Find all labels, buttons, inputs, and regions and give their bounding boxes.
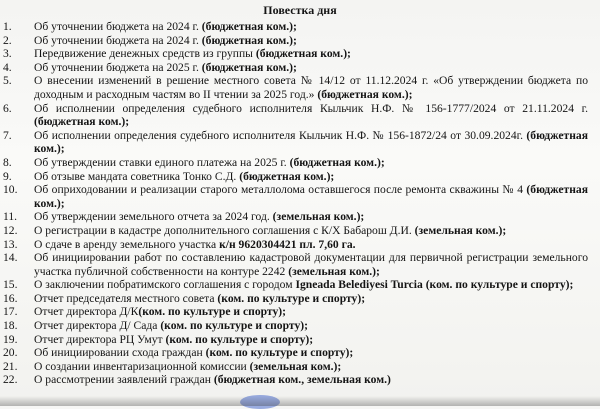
item-text: Передвижение денежных средств из группы: [34, 47, 253, 61]
agenda-item: [0, 333, 600, 347]
agenda-item: [0, 34, 600, 48]
item-number: 12.: [3, 223, 18, 237]
item-committee: (земельная ком.);: [269, 210, 365, 224]
item-text: О регистрации в кадастре дополнительного соглашения с К/Х Бабарош Д.И.: [34, 223, 412, 237]
item-committee: (бюджетная ком.);: [34, 128, 588, 156]
agenda-item: [0, 102, 600, 129]
item-number: 21.: [3, 359, 18, 373]
agenda-item: [0, 210, 600, 224]
item-number: 5.: [3, 74, 12, 88]
agenda-item: [0, 360, 600, 374]
item-committee: (ком. по культуре и спорту);: [157, 319, 308, 333]
agenda-item: [0, 373, 600, 387]
item-text: Об утверждении земельного отчета за 2024 год.: [34, 210, 270, 224]
item-text: О рассмотрении заявлений граждан: [34, 373, 211, 387]
item-text: О сдаче в аренду земельного участка: [34, 237, 217, 251]
item-number: 9.: [3, 169, 12, 183]
item-number: 22.: [3, 373, 18, 387]
agenda-item: [0, 251, 600, 278]
item-committee: (бюджетная ком.);: [34, 115, 130, 129]
item-text: О заключении побратимского соглашения с городом: [34, 278, 293, 292]
item-committee: к/н 9620304421 пл. 7,60 га.: [216, 237, 356, 251]
item-text: Об исполнении определения судебного исполнителя Кыльчик Н.Ф. № 156-1872/24 от 30.09.2024г.: [34, 128, 523, 142]
agenda-item: [0, 156, 600, 170]
item-number: 20.: [3, 346, 18, 360]
item-committee: (бюджетная ком.);: [34, 183, 588, 210]
item-number: 10.: [3, 183, 18, 197]
agenda-item: [0, 292, 600, 306]
item-text: О внесении изменений в решение местного совета № 14/12 от 11.12.2024 г. «Об утверждении бюджета по доходным и расходным частям во II чтении за 2025 год.»: [34, 74, 588, 101]
item-text: Об инициировании работ по составлению кадастровой документации для первичной регистрации земельного участка публичной собственности на контуре 2242: [34, 251, 588, 278]
item-committee: (бюджетная ком.);: [198, 60, 297, 74]
item-number: 1.: [3, 20, 12, 33]
item-committee: (земельная ком.);: [246, 359, 342, 373]
agenda-item: [0, 183, 600, 210]
item-number: 7.: [3, 128, 12, 142]
agenda-item: [0, 129, 600, 156]
agenda-item: [0, 278, 600, 292]
agenda-list: [0, 20, 600, 387]
item-text: Об оприходовании и реализации старого металлолома оставшегося после ремонта скважины № 4: [34, 183, 524, 197]
item-text: О создании инвентаризационной комиссии: [34, 359, 247, 373]
item-text: Об уточнении бюджета на 2024 г.: [34, 33, 199, 47]
agenda-item: [0, 319, 600, 333]
item-number: 11.: [3, 210, 18, 224]
agenda-item: [0, 74, 600, 101]
agenda-item: [0, 170, 600, 184]
agenda-item: [0, 61, 600, 75]
item-committee: Igneada Belediyesi Turcia (ком. по культуре и спорту);: [292, 278, 574, 292]
agenda-item: [0, 47, 600, 61]
agenda-item: [0, 224, 600, 238]
agenda-item: [0, 20, 600, 34]
item-number: 8.: [3, 155, 12, 169]
item-text: Об исполнении определения судебного исполнителя Кыльчик Н.Ф. № 156-1777/2024 от 21.11.2024 г.: [34, 101, 588, 115]
agenda-item: [0, 346, 600, 360]
item-text: Об утверждении ставки единого платежа на 2025 г.: [34, 155, 287, 169]
agenda-item: [0, 238, 600, 252]
page-title: Повестка дня: [263, 3, 337, 17]
item-committee: (земельная ком.);: [411, 223, 507, 237]
item-number: 13.: [3, 237, 18, 251]
item-number: 4.: [3, 60, 12, 74]
item-text: Об уточнении бюджета на 2025 г.: [34, 60, 199, 74]
item-text: Отчет директора Д/К: [34, 305, 139, 319]
item-number: 18.: [3, 319, 18, 333]
item-number: 17.: [3, 305, 18, 319]
item-committee: (земельная ком.);: [285, 264, 380, 278]
item-text: Об инициировании схода граждан: [34, 346, 203, 360]
item-committee: (бюджетная ком.);: [314, 87, 413, 101]
item-committee: (бюджетная ком.);: [252, 47, 351, 61]
item-number: 6.: [3, 101, 12, 115]
item-text: Отчет директора Д/ Сада: [34, 319, 158, 333]
item-number: 19.: [3, 332, 18, 346]
item-committee: (бюджетная ком.);: [198, 20, 297, 33]
item-text: Об уточнении бюджета на 2024 г.: [34, 20, 199, 33]
item-committee: (ком. по культуре и спорту);: [214, 291, 366, 305]
item-committee: (бюджетная ком.);: [198, 33, 297, 47]
agenda-item: [0, 305, 600, 319]
item-committee: (бюджетная ком.);: [236, 169, 335, 183]
item-text: Об отзыве мандата советника Тонко С.Д.: [34, 169, 237, 183]
item-committee: (бюджетная ком.);: [286, 155, 385, 169]
item-number: 16.: [3, 291, 18, 305]
item-committee: (ком. по культуре и спорту);: [138, 305, 286, 319]
item-committee: (ком. по культуре и спорту);: [162, 332, 314, 346]
item-number: 3.: [3, 47, 12, 61]
item-committee: (бюджетная ком., земельная ком.): [210, 373, 391, 387]
item-number: 2.: [3, 33, 12, 47]
item-number: 15.: [3, 278, 18, 292]
item-number: 14.: [3, 251, 18, 265]
scan-shadow: [0, 396, 600, 406]
item-text: Отчет председателя местного совета: [34, 291, 215, 305]
item-text: Отчет директора РЦ Умут: [34, 332, 163, 346]
item-committee: (ком. по культуре и спорту);: [202, 346, 354, 360]
